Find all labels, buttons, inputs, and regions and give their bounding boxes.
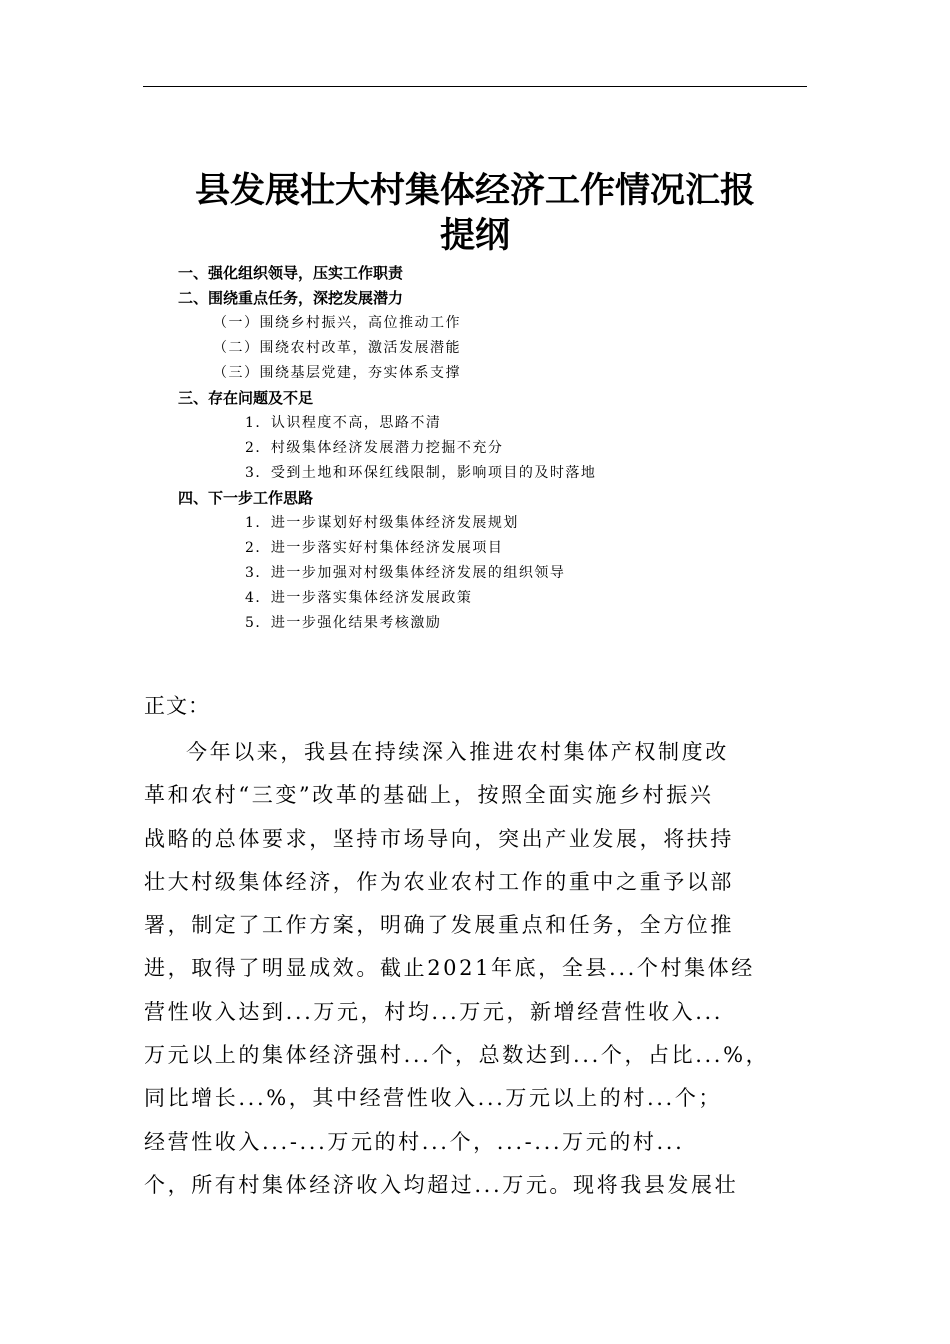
body-line: 今年以来，我县在持续深入推进农村集体产权制度改 bbox=[186, 740, 729, 764]
body-paragraph bbox=[144, 731, 808, 1207]
document-title-line-1: 县发展壮大村集体经济工作情况汇报 bbox=[194, 171, 755, 211]
body-line: 署，制定了工作方案，明确了发展重点和任务，全方位推 bbox=[144, 913, 734, 938]
outline-item: 四、下一步工作思路 bbox=[178, 489, 314, 507]
outline-item: 2．村级集体经济发展潜力挖掘不充分 bbox=[245, 440, 504, 456]
outline-item: 2．进一步落实好村集体经济发展项目 bbox=[245, 540, 504, 556]
outline-item: 5．进一步强化结果考核激励 bbox=[245, 615, 442, 631]
outline-item: 3．进一步加强对村级集体经济发展的组织领导 bbox=[245, 565, 566, 581]
outline-item: 三、存在问题及不足 bbox=[178, 389, 314, 407]
outline-item: 4．进一步落实集体经济发展政策 bbox=[245, 590, 473, 606]
body-line: 革和农村“三变”改革的基础上，按照全面实施乡村振兴 bbox=[144, 783, 714, 808]
body-label: 正文： bbox=[144, 694, 210, 718]
outline-item: （三）围绕基层党建，夯实体系支撑 bbox=[213, 365, 461, 381]
body-line: 营性收入达到...万元，村均...万元，新增经营性收入... bbox=[144, 999, 724, 1024]
body-line: 同比增长...%，其中经营性收入...万元以上的村...个； bbox=[144, 1086, 723, 1111]
outline-item: （一）围绕乡村振兴，高位推动工作 bbox=[213, 315, 461, 331]
outline-item: 3．受到土地和环保红线限制，影响项目的及时落地 bbox=[245, 465, 597, 481]
outline-item: （二）围绕农村改革，激活发展潜能 bbox=[213, 340, 461, 356]
body-line: 万元以上的集体经济强村...个，总数达到...个，占比...%， bbox=[144, 1043, 770, 1068]
body-line: 壮大村级集体经济，作为农业农村工作的重中之重予以部 bbox=[144, 869, 734, 894]
body-line: 个，所有村集体经济收入均超过...万元。现将我县发展壮 bbox=[144, 1172, 739, 1197]
body-line: 经营性收入...-...万元的村...个，...-...万元的村... bbox=[144, 1129, 685, 1154]
body-line: 进，取得了明显成效。截止2021年底，全县...个村集体经 bbox=[144, 956, 755, 981]
header-rule bbox=[143, 86, 807, 87]
document-title-line-2: 提纲 bbox=[439, 216, 510, 256]
outline-item: 1．认识程度不高，思路不清 bbox=[245, 415, 442, 431]
body-line: 战略的总体要求，坚持市场导向，突出产业发展，将扶持 bbox=[144, 826, 734, 851]
outline-item: 一、强化组织领导，压实工作职责 bbox=[178, 264, 404, 282]
outline-item: 二、围绕重点任务，深挖发展潜力 bbox=[178, 289, 404, 307]
outline-item: 1．进一步谋划好村级集体经济发展规划 bbox=[245, 515, 519, 531]
